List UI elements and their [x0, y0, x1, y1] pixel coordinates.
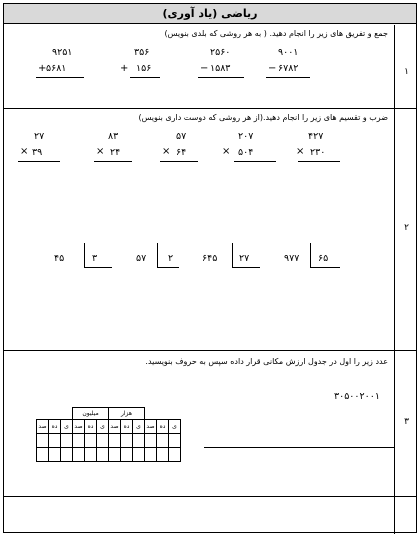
top-number: ۴۲۷	[308, 131, 324, 142]
top-number: ۲۵۶۰	[210, 47, 231, 58]
group-header-row	[37, 408, 181, 420]
worksheet-title: ریاضی (یاد آوری)	[4, 4, 416, 24]
times-sign: ×	[296, 146, 305, 157]
digit-answer-row	[37, 434, 181, 448]
row-number: ۳	[404, 417, 409, 427]
divisor: ۶۵	[318, 253, 329, 264]
digit-cell[interactable]	[109, 448, 121, 462]
division-bracket	[310, 243, 311, 267]
row-number-cell	[394, 497, 416, 534]
row-number-cell	[394, 25, 416, 108]
answer-line	[234, 161, 276, 162]
answer-line	[198, 77, 244, 78]
answer-line	[298, 161, 340, 162]
divisor: ۲۷	[239, 253, 250, 264]
dividend: ۹۷۷	[284, 253, 300, 264]
top-number: ۹۲۵۱	[52, 47, 73, 58]
given-number: ۳۰۵۰۰۲۰۰۱	[334, 391, 380, 402]
digit-cell[interactable]	[133, 434, 145, 448]
millions-group-label: میلیون	[73, 408, 109, 420]
digit-cell[interactable]	[73, 448, 85, 462]
bottom-number: ۲۴	[110, 147, 121, 158]
division-bracket	[84, 267, 112, 268]
answer-line	[266, 77, 310, 78]
top-number: ۵۷	[176, 131, 187, 142]
digit-cell[interactable]	[121, 448, 133, 462]
division-bracket	[232, 267, 260, 268]
division-bracket	[232, 243, 233, 267]
answer-line	[94, 161, 132, 162]
place-header: ده	[121, 420, 133, 434]
place-header: ده	[157, 420, 169, 434]
digit-cell[interactable]	[85, 448, 97, 462]
digit-cell[interactable]	[157, 434, 169, 448]
digit-cell[interactable]	[85, 434, 97, 448]
answer-line	[160, 161, 198, 162]
place-header: ی	[97, 420, 109, 434]
answer-line	[130, 77, 160, 78]
digit-cell[interactable]	[133, 448, 145, 462]
bottom-number: ۶۴	[176, 147, 187, 158]
bottom-number: ۱۵۶	[136, 63, 152, 74]
answer-line	[36, 77, 84, 78]
top-number: ۲۰۷	[238, 131, 254, 142]
digit-cell[interactable]	[109, 434, 121, 448]
digit-cell[interactable]	[73, 434, 85, 448]
place-header: ی	[133, 420, 145, 434]
thousands-group-label: هزار	[109, 408, 145, 420]
written-answer-line[interactable]	[204, 447, 394, 448]
digit-cell[interactable]	[157, 448, 169, 462]
digit-cell[interactable]	[61, 448, 73, 462]
division-bracket	[84, 243, 85, 267]
digit-cell[interactable]	[61, 434, 73, 448]
bottom-number: ۶۷۸۲	[278, 63, 299, 74]
place-value-table	[36, 407, 181, 462]
bottom-number: ۳۹	[32, 147, 43, 158]
top-number: ۲۷	[34, 131, 45, 142]
place-header: ی	[61, 420, 73, 434]
q2-instruction: ضرب و تقسیم های زیر را انجام دهید.(از هر روشی که دوست داری بنویس)	[138, 113, 388, 122]
place-header: صد	[145, 420, 157, 434]
row-number: ۱	[404, 67, 409, 77]
bottom-number: ۱۵۸۳	[210, 63, 231, 74]
place-header: ی	[169, 420, 181, 434]
bottom-number: ۵۶۸۱	[46, 63, 67, 74]
dividend: ۶۴۵	[202, 253, 218, 264]
blank-cell	[37, 408, 49, 420]
digit-cell[interactable]	[97, 448, 109, 462]
digit-cell[interactable]	[169, 434, 181, 448]
worksheet	[3, 3, 417, 533]
place-header: صد	[109, 420, 121, 434]
dividend: ۵۷	[136, 253, 147, 264]
empty-row	[4, 497, 416, 534]
digit-cell[interactable]	[37, 448, 49, 462]
question-row-3	[4, 351, 416, 497]
answer-line	[18, 161, 60, 162]
times-sign: ×	[20, 146, 29, 157]
place-header: ده	[85, 420, 97, 434]
blank-cell	[49, 408, 61, 420]
row-number-cell	[394, 109, 416, 350]
minus-sign: −	[268, 63, 277, 74]
place-header: صد	[37, 420, 49, 434]
divisor: ۳	[92, 253, 98, 264]
digit-header-row	[37, 420, 181, 434]
bottom-number: ۲۳۰	[310, 147, 326, 158]
plus-sign: +	[120, 63, 129, 74]
q3-instruction: عدد زیر را اول در جدول ارزش مکانی قرار داده سپس به حروف بنویسید.	[145, 357, 388, 366]
dividend: ۴۵	[54, 253, 65, 264]
division-bracket	[310, 267, 340, 268]
place-header: صد	[73, 420, 85, 434]
times-sign: ×	[222, 146, 231, 157]
digit-cell[interactable]	[145, 434, 157, 448]
top-number: ۸۳	[108, 131, 119, 142]
digit-cell[interactable]	[37, 434, 49, 448]
minus-sign: −	[200, 63, 209, 74]
blank-cell	[169, 408, 181, 420]
top-number: ۹۰۰۱	[278, 47, 299, 58]
top-number: ۳۵۶	[134, 47, 150, 58]
division-bracket	[157, 267, 179, 268]
digit-cell[interactable]	[97, 434, 109, 448]
digit-cell[interactable]	[49, 434, 61, 448]
digit-answer-row	[37, 448, 181, 462]
bottom-number: ۵۰۴	[238, 147, 254, 158]
row-number: ۲	[404, 223, 409, 233]
digit-cell[interactable]	[121, 434, 133, 448]
question-row-2	[4, 109, 416, 351]
division-bracket	[157, 243, 158, 267]
row-number-cell	[394, 351, 416, 496]
digit-cell[interactable]	[49, 448, 61, 462]
divisor: ۲	[168, 253, 174, 264]
digit-cell[interactable]	[145, 448, 157, 462]
times-sign: ×	[162, 146, 171, 157]
place-header: ده	[49, 420, 61, 434]
blank-cell	[61, 408, 73, 420]
times-sign: ×	[96, 146, 105, 157]
plus-sign: +	[38, 63, 47, 74]
question-row-1	[4, 25, 416, 109]
q1-instruction: جمع و تفریق های زیر را انجام دهید. ( به هر روشی که بلدی بنویس)	[164, 29, 388, 38]
blank-cell	[145, 408, 157, 420]
blank-cell	[157, 408, 169, 420]
digit-cell[interactable]	[169, 448, 181, 462]
